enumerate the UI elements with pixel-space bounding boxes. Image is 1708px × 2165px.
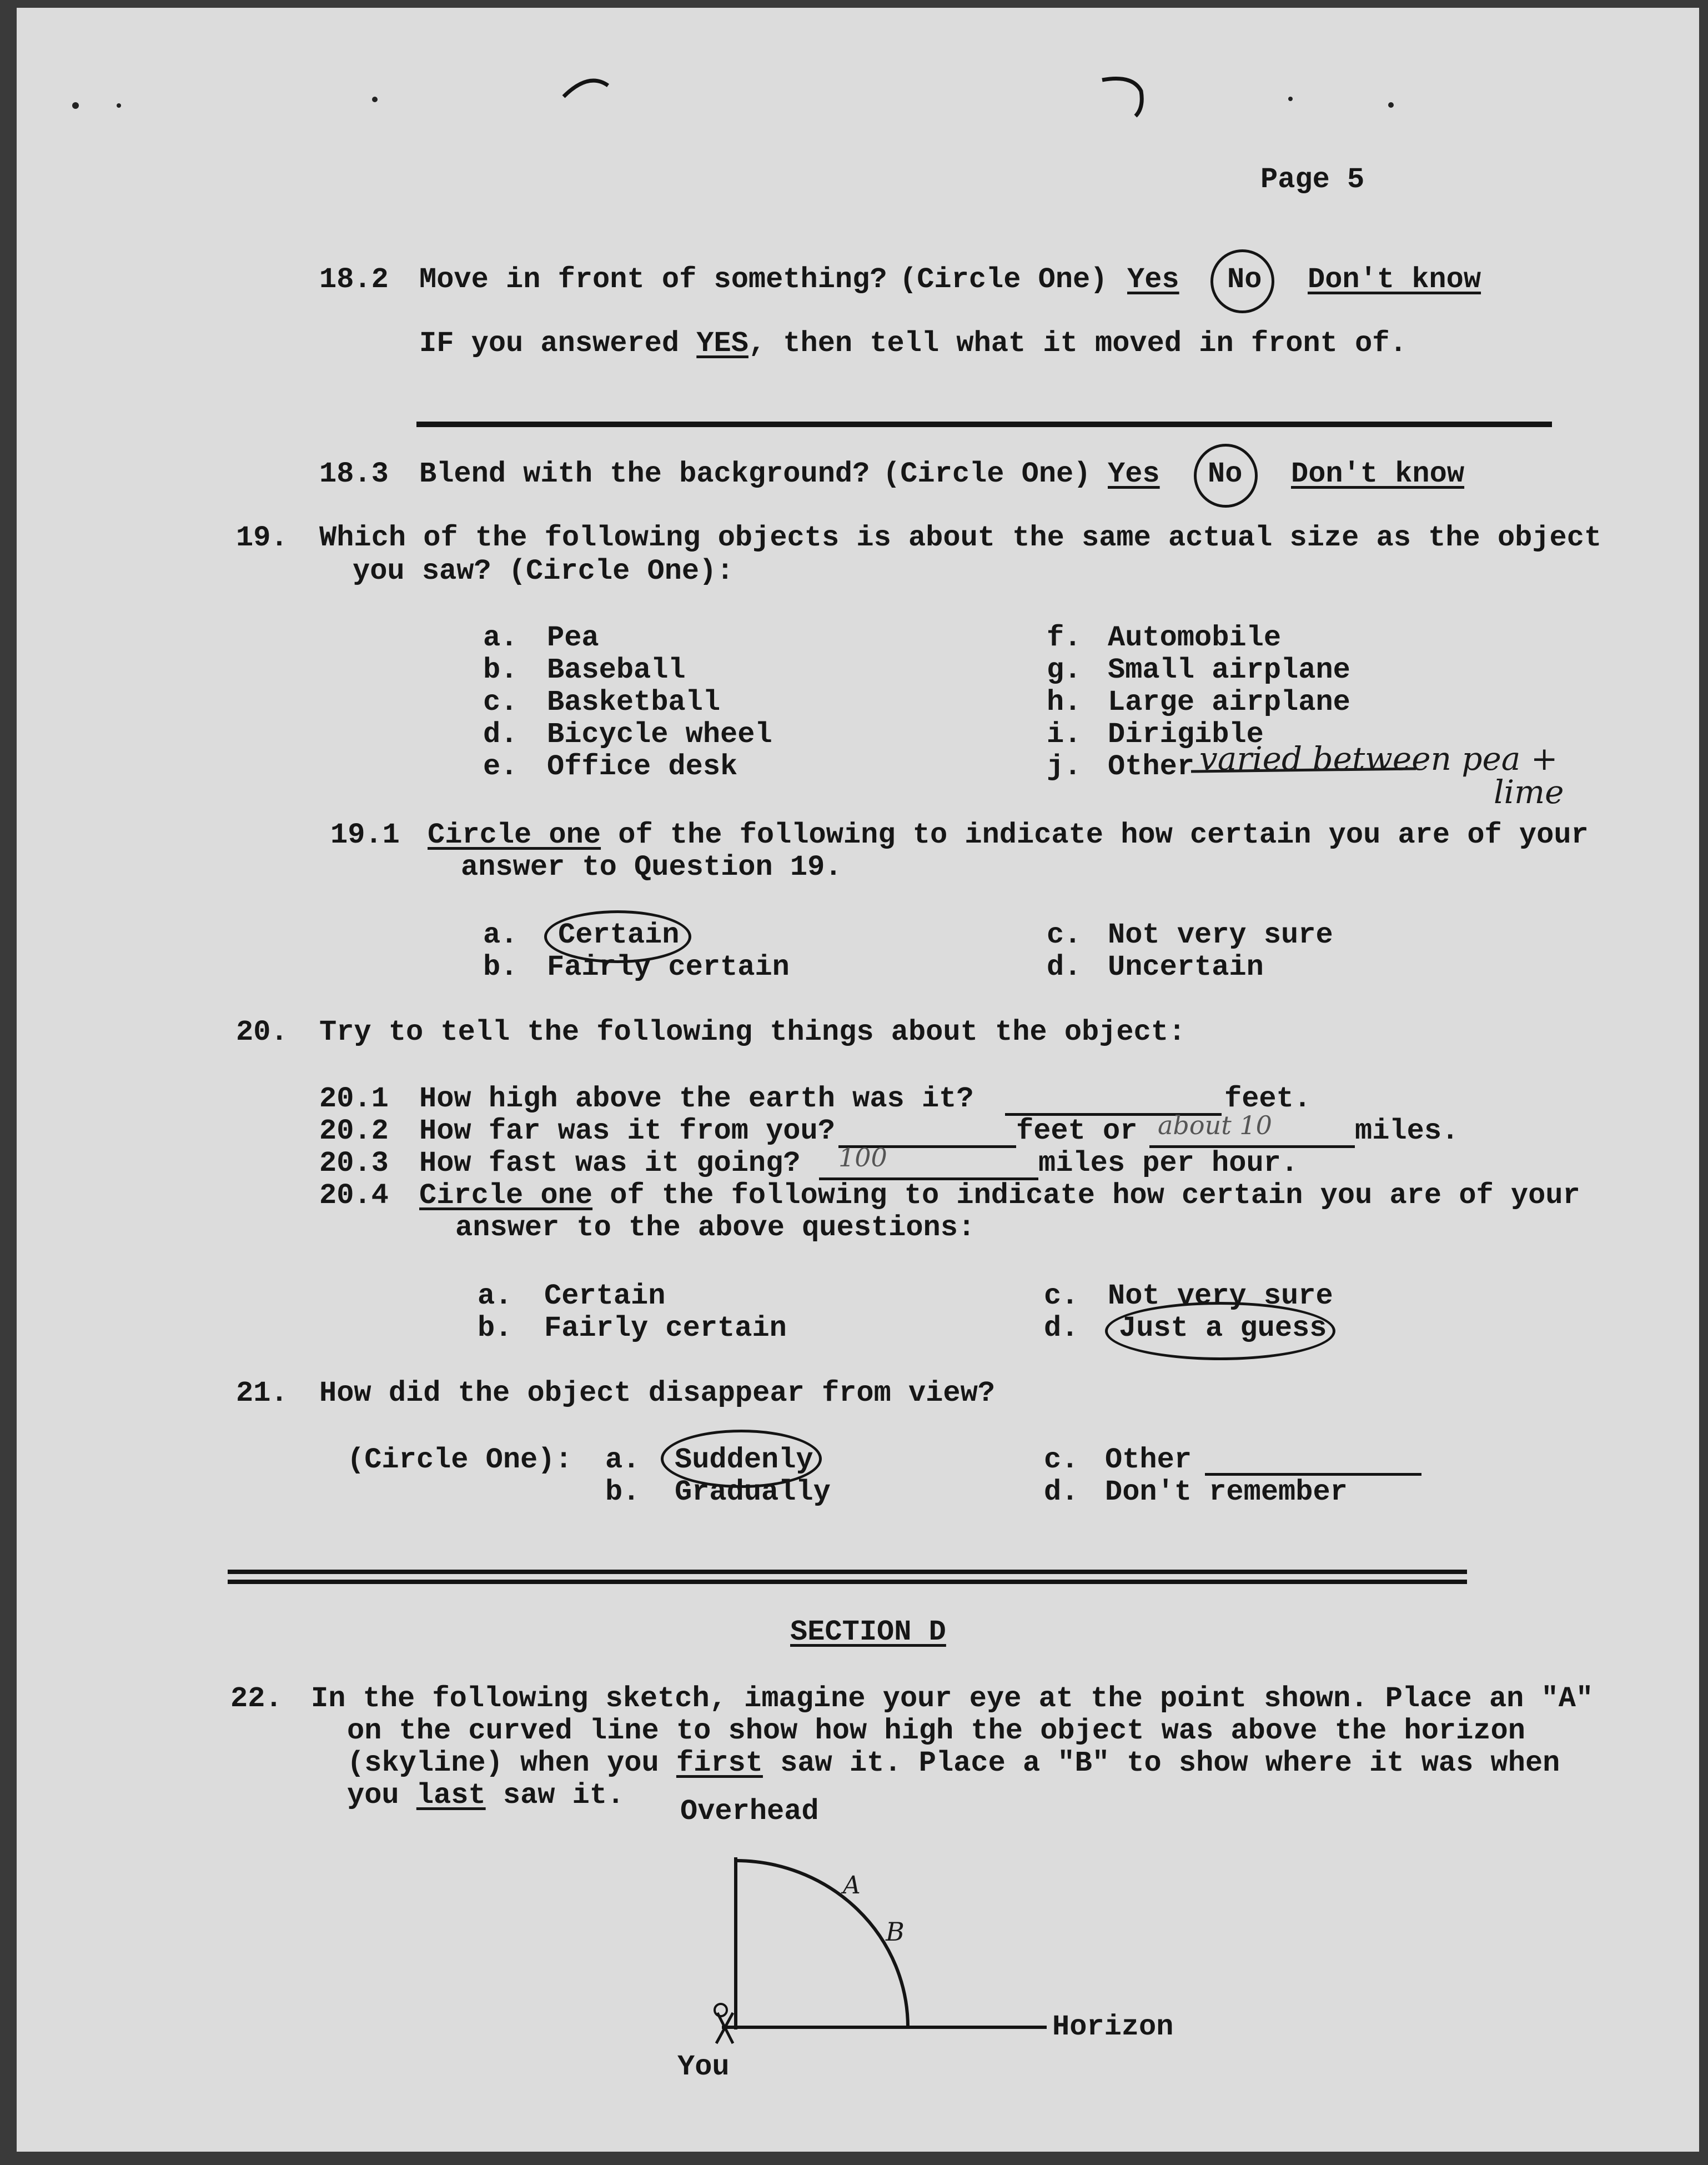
q20-3-handwritten-answer: 100	[838, 1142, 887, 1172]
q20-4-line1: Circle one of the following to indicate how certain you are of your	[419, 1179, 1580, 1212]
q19-option-office-desk[interactable]: Office desk	[547, 750, 738, 783]
q18-2-option-yes[interactable]: Yes	[1127, 263, 1179, 296]
q20-2-number: 20.2	[319, 1115, 389, 1147]
q20-4-option-letter: c.	[1044, 1280, 1079, 1312]
q20-4-option-letter: d.	[1044, 1312, 1079, 1345]
q21-text: How did the object disappear from view?	[319, 1377, 995, 1410]
q19-line2: you saw? (Circle One):	[353, 555, 734, 588]
q18-2-option-dont-know[interactable]: Don't know	[1308, 263, 1481, 296]
sketch-horizon-label: Horizon	[1052, 2011, 1174, 2043]
q21-option-letter: d.	[1044, 1476, 1079, 1509]
q20-4-option-fairly-certain[interactable]: Fairly certain	[544, 1312, 787, 1345]
q19-option-letter: c.	[483, 686, 518, 719]
q18-2-option-no[interactable]: No	[1227, 263, 1262, 296]
q22-number: 22.	[230, 1682, 283, 1715]
section-d-heading: SECTION D	[790, 1616, 946, 1648]
document-page	[17, 8, 1699, 2152]
q19-line1: Which of the following objects is about the same actual size as the object	[319, 522, 1602, 554]
sketch-you-label: You	[677, 2051, 730, 2083]
q21-number: 21.	[236, 1377, 288, 1410]
q19-option-letter: e.	[483, 750, 518, 783]
q19-1-option-uncertain[interactable]: Uncertain	[1108, 951, 1264, 984]
q19-number: 19.	[236, 522, 288, 554]
q20-4-line2: answer to the above questions:	[455, 1211, 976, 1244]
q20-1-unit: feet.	[1224, 1082, 1312, 1115]
q20-2-handwritten-answer: about 10	[1158, 1110, 1272, 1140]
q18-2-question: Move in front of something?	[419, 263, 887, 296]
q20-text: Try to tell the following things about the object:	[319, 1016, 1186, 1049]
q19-option-dirigible[interactable]: Dirigible	[1108, 718, 1264, 751]
sketch-overhead-label: Overhead	[680, 1795, 819, 1828]
q19-option-letter: i.	[1047, 718, 1082, 751]
q21-option-suddenly[interactable]: Suddenly	[675, 1444, 813, 1476]
q20-number: 20.	[236, 1016, 288, 1049]
q18-3-option-yes[interactable]: Yes	[1108, 458, 1160, 490]
page-number: Page 5	[1260, 163, 1365, 196]
sketch-mark-a: A	[843, 1871, 861, 1900]
q19-option-letter: j.	[1047, 750, 1082, 783]
q19-1-number: 19.1	[330, 819, 400, 851]
q19-1-option-letter: a.	[483, 919, 518, 951]
sky-position-sketch[interactable]	[17, 8, 1699, 2152]
q19-option-pea[interactable]: Pea	[547, 622, 599, 654]
q20-2-question: How far was it from you?	[419, 1115, 835, 1147]
q18-2-circle-instruction: (Circle One)	[900, 263, 1108, 296]
q21-option-gradually[interactable]: Gradually	[675, 1476, 831, 1509]
q19-option-baseball[interactable]: Baseball	[547, 654, 686, 686]
q18-3-question: Blend with the background?	[419, 458, 870, 490]
q19-option-automobile[interactable]: Automobile	[1108, 622, 1282, 654]
q19-other-handwritten: varied between pea +	[1199, 740, 1558, 778]
q20-4-option-certain[interactable]: Certain	[544, 1280, 666, 1312]
q19-option-letter: h.	[1047, 686, 1082, 719]
q19-1-line2: answer to Question 19.	[461, 851, 842, 884]
q18-3-option-dont-know[interactable]: Don't know	[1291, 458, 1465, 490]
q22-line2: on the curved line to show how high the object was above the horizon	[347, 1715, 1525, 1747]
q20-4-option-letter: a.	[478, 1280, 513, 1312]
q21-option-other[interactable]: Other	[1105, 1444, 1192, 1476]
q20-2-unit-feet: feet or	[1016, 1115, 1138, 1147]
q19-1-line1: Circle one of the following to indicate how certain you are of your	[428, 819, 1589, 851]
q19-1-option-letter: d.	[1047, 951, 1082, 984]
q19-option-small-airplane[interactable]: Small airplane	[1108, 654, 1350, 686]
q18-2-number: 18.2	[319, 263, 389, 296]
q19-option-bicycle-wheel[interactable]: Bicycle wheel	[547, 718, 772, 751]
q20-1-question: How high above the earth was it?	[419, 1082, 974, 1115]
q21-option-letter: a.	[605, 1444, 640, 1476]
q21-option-letter: c.	[1044, 1444, 1079, 1476]
q19-1-option-certain[interactable]: Certain	[558, 919, 680, 951]
q19-option-basketball[interactable]: Basketball	[547, 686, 721, 719]
q20-3-question: How fast was it going?	[419, 1147, 801, 1180]
q21-option-dont-remember[interactable]: Don't remember	[1105, 1476, 1348, 1509]
q19-option-letter: g.	[1047, 654, 1082, 686]
q19-option-letter: a.	[483, 622, 518, 654]
q19-1-option-letter: c.	[1047, 919, 1082, 951]
q20-2-unit: miles.	[1355, 1115, 1459, 1147]
q21-option-letter: b.	[605, 1476, 640, 1509]
q22-line3: (skyline) when you first saw it. Place a "B" to show where it was when	[347, 1747, 1560, 1780]
q19-other-handwritten-2: lime	[1494, 773, 1564, 811]
q20-4-number: 20.4	[319, 1179, 389, 1212]
q22-line1: In the following sketch, imagine your eye at the point shown. Place an "A"	[311, 1682, 1594, 1715]
q19-1-option-not-very-sure[interactable]: Not very sure	[1108, 919, 1333, 951]
q19-1-option-fairly-certain[interactable]: Fairly certain	[547, 951, 790, 984]
q20-3-unit: miles per hour.	[1038, 1147, 1299, 1180]
q19-option-letter: d.	[483, 718, 518, 751]
q19-1-option-letter: b.	[483, 951, 518, 984]
q20-4-option-just-a-guess[interactable]: Just a guess	[1119, 1312, 1327, 1345]
q18-2-followup: IF you answered YES, then tell what it moved in front of.	[419, 327, 1407, 360]
q21-circle-instruction: (Circle One):	[347, 1444, 572, 1476]
sketch-mark-b: B	[886, 1917, 905, 1947]
q19-option-other[interactable]: Other	[1108, 750, 1195, 783]
q18-3-number: 18.3	[319, 458, 389, 490]
q19-option-letter: b.	[483, 654, 518, 686]
q20-1-number: 20.1	[319, 1082, 389, 1115]
q18-3-option-no[interactable]: No	[1208, 458, 1243, 490]
q18-3-circle-instruction: (Circle One)	[883, 458, 1091, 490]
q20-3-number: 20.3	[319, 1147, 389, 1180]
q20-4-option-not-very-sure[interactable]: Not very sure	[1108, 1280, 1333, 1312]
q19-option-large-airplane[interactable]: Large airplane	[1108, 686, 1350, 719]
q22-line4: you last saw it.	[347, 1779, 625, 1812]
q20-4-option-letter: b.	[478, 1312, 513, 1345]
q19-option-letter: f.	[1047, 622, 1082, 654]
